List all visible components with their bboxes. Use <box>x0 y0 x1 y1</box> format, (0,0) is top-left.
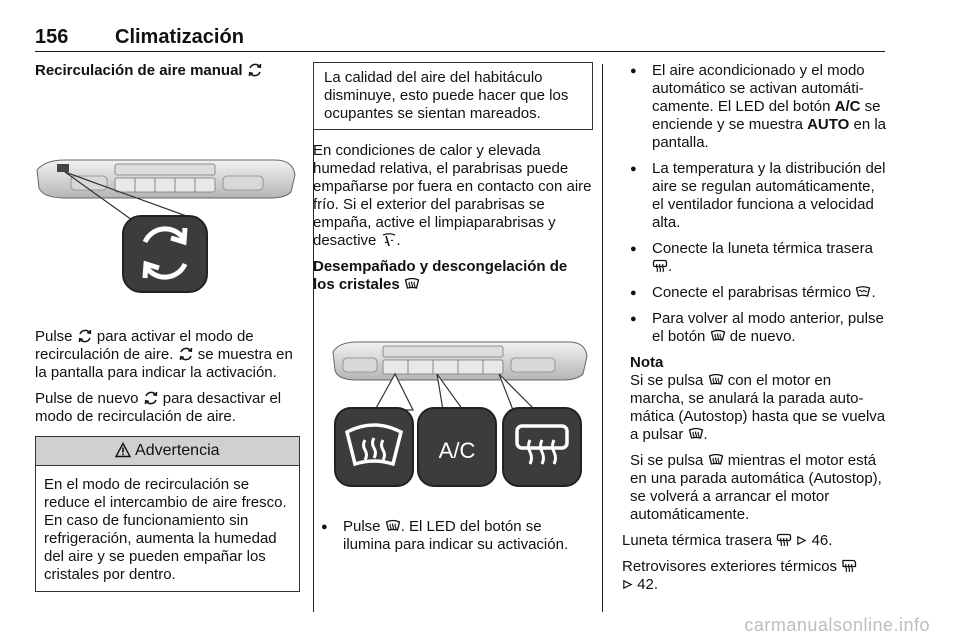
rear-window-heating-icon <box>652 258 668 274</box>
defrost-effects-list <box>622 62 888 346</box>
rear-window-heating-icon <box>776 532 792 548</box>
list-item: ● Pulse . El LED del botón se ilumina para indicar su activación. <box>313 518 593 554</box>
column-divider-2 <box>602 64 603 612</box>
ac-button-label: A/C <box>438 438 476 463</box>
section-heading-defrost: Desempañado y descongelación de los cristales <box>313 258 568 293</box>
defrost-steps-list <box>313 518 593 554</box>
defrost-panel-drawing <box>313 294 593 518</box>
warning-continuation-box: La calidad del aire del habitáculo disminuye, esto puede hacer que los ocupantes se sientan mareados. <box>313 62 593 130</box>
page-reference-arrow-icon <box>622 579 633 590</box>
paragraph-condensation: En condiciones de calor y elevada humedad relativa, el parabrisas puede empañarse por fuera en contacto con aire frío. Si el exterior del parabrisas se empaña, active el limpiaparabrisas y desactive . <box>313 142 592 249</box>
heated-mirror-icon <box>841 558 857 574</box>
warning-text: En el modo de recirculación se reduce el intercambio de aire fresco. En caso de funcionamiento sin refrigeración, aumenta la humedad del aire y se pueden empañar los cristales por dentro. <box>44 476 287 583</box>
list-item: ● Conecte el parabrisas térmico . <box>622 284 888 302</box>
defrost-icon <box>708 372 724 388</box>
paragraph-activate: Pulse para activar el modo de recirculación de aire. se muestra en la pantalla para indicar la activación. <box>35 328 293 381</box>
list-item: ● El aire acondicionado y el modo automático se activan automáticamente. El LED del botón A/C se enciende y se muestra AUTO en la pantalla. <box>622 62 888 152</box>
note-title: Nota <box>630 354 664 371</box>
recirculation-illustration <box>35 80 300 328</box>
page-number: 156 <box>35 26 69 48</box>
cross-reference-rear-window: Luneta térmica trasera 46. <box>622 532 833 549</box>
defrost-icon <box>710 328 726 344</box>
climate-panel-drawing <box>35 80 300 328</box>
defrost-icon <box>708 452 724 468</box>
defrost-illustration <box>313 294 593 518</box>
column-right <box>622 62 888 602</box>
wiper-icon <box>381 232 397 248</box>
list-item: ● Conecte la luneta térmica trasera . <box>622 240 888 276</box>
defrost-icon <box>688 426 704 442</box>
recirculation-icon <box>77 328 93 344</box>
list-item: ● La temperatura y la distribución del aire se regulan automáticamente, el ventilador funciona a velocidad alta. <box>622 160 888 232</box>
note-paragraph-2: Si se pulsa mientras el motor está en una parada automática (Autostop), se volverá a arrancar el motor automáticamente. <box>630 452 882 523</box>
note-paragraph-1: Si se pulsa con el motor en marcha, se anulará la parada automática (Autostop) hasta que se vuelva a pulsar . <box>630 372 886 443</box>
warning-title: Advertencia <box>36 437 299 466</box>
column-middle <box>313 62 593 562</box>
warning-box <box>35 436 300 592</box>
page-reference-arrow-icon <box>796 535 807 546</box>
cross-reference-mirrors: Retrovisores exteriores térmicos 42. <box>622 558 888 594</box>
column-left <box>35 62 300 592</box>
heading-text: Recirculación de aire manual <box>35 62 243 79</box>
warning-icon <box>115 442 131 458</box>
recirculation-icon <box>143 390 159 406</box>
watermark: carmanualsonline.info <box>744 615 930 635</box>
defrost-icon <box>404 276 420 292</box>
section-heading-recirculation <box>35 62 300 80</box>
windshield-heating-icon <box>855 284 871 300</box>
recirculation-icon <box>247 62 263 78</box>
page-header <box>35 22 885 52</box>
chapter-title: Climatización <box>115 26 244 48</box>
recirculation-icon <box>178 346 194 362</box>
list-item: ● Para volver al modo anterior, pulse el botón de nuevo. <box>622 310 888 346</box>
defrost-icon <box>385 518 401 534</box>
paragraph-deactivate: Pulse de nuevo para desactivar el modo de recirculación de aire. <box>35 390 282 425</box>
